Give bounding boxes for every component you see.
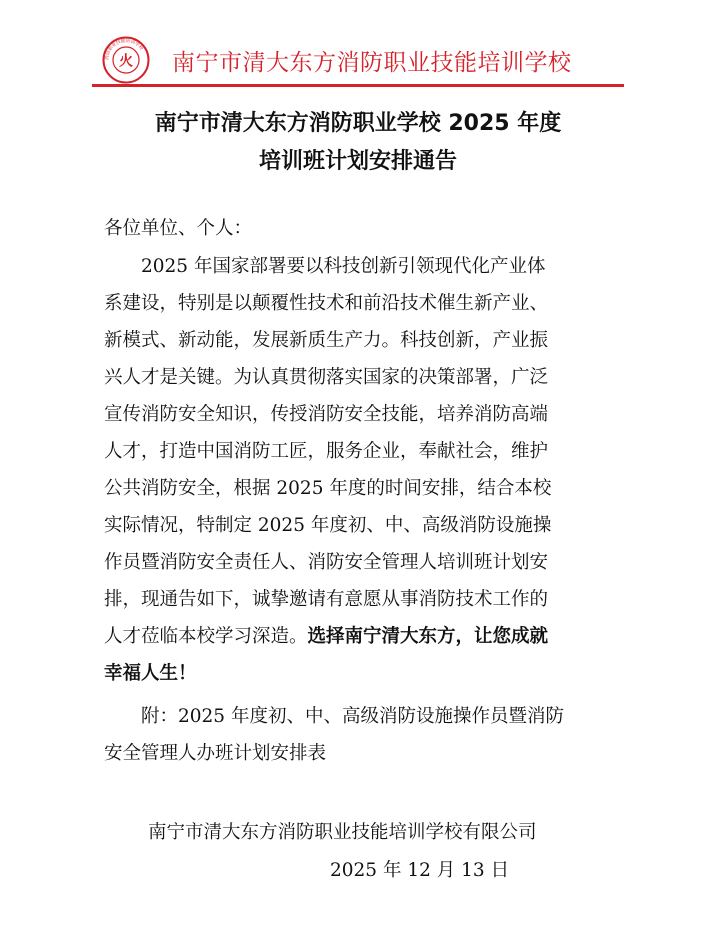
letterhead	[92, 30, 652, 90]
svg-text:火: 火	[119, 53, 133, 70]
document-title-line-2: 培训班计划安排通告	[258, 149, 457, 174]
school-name: 南宁市清大东方消防职业技能培训学校	[172, 50, 572, 76]
salutation: 各位单位、个人：	[104, 218, 253, 239]
slogan-part-1: 选择南宁清大东方，让您成就	[307, 626, 549, 647]
issue-date: 2025 年 12 月 13 日	[330, 860, 510, 881]
body-line-4: 兴人才是关键。为认真贯彻落实国家的决策部署，广泛	[104, 367, 549, 388]
signature: 南宁市清大东方消防职业技能培训学校有限公司	[148, 822, 537, 843]
body-line-3: 新模式、新动能，发展新质生产力。科技创新，产业振	[104, 330, 549, 351]
header-divider	[92, 84, 624, 87]
slogan-part-2: 幸福人生！	[104, 663, 197, 684]
school-seal-icon	[102, 36, 150, 84]
svg-text:消防职业技能培训学校: 消防职业技能培训学校	[104, 38, 144, 61]
body-line-11	[104, 626, 548, 648]
body-line-9: 作员暨消防安全责任人、消防安全管理人培训班计划安	[104, 552, 549, 573]
body-line-8: 实际情况，特制定 2025 年度初、中、高级消防设施操	[104, 515, 552, 536]
body-line-2: 系建设，特别是以颠覆性技术和前沿技术催生新产业、	[104, 293, 549, 314]
body-line-10: 排，现通告如下，诚挚邀请有意愿从事消防技术工作的	[104, 589, 549, 610]
document-title-line-1: 南宁市清大东方消防职业学校 2025 年度	[154, 111, 562, 136]
body-line-11-text: 人才莅临本校学习深造。	[104, 626, 308, 647]
body-line-6: 人才，打造中国消防工匠，服务企业，奉献社会，维护	[104, 441, 549, 462]
body-line-1: 2025 年国家部署要以科技创新引领现代化产业体	[104, 256, 546, 277]
body-line-7: 公共消防安全，根据 2025 年度的时间安排，结合本校	[104, 478, 552, 499]
attachment-line-2: 安全管理人办班计划安排表	[104, 743, 327, 764]
body-line-5: 宣传消防安全知识，传授消防安全技能，培养消防高端	[104, 404, 549, 425]
attachment-line-1: 附：2025 年度初、中、高级消防设施操作员暨消防	[104, 706, 564, 727]
